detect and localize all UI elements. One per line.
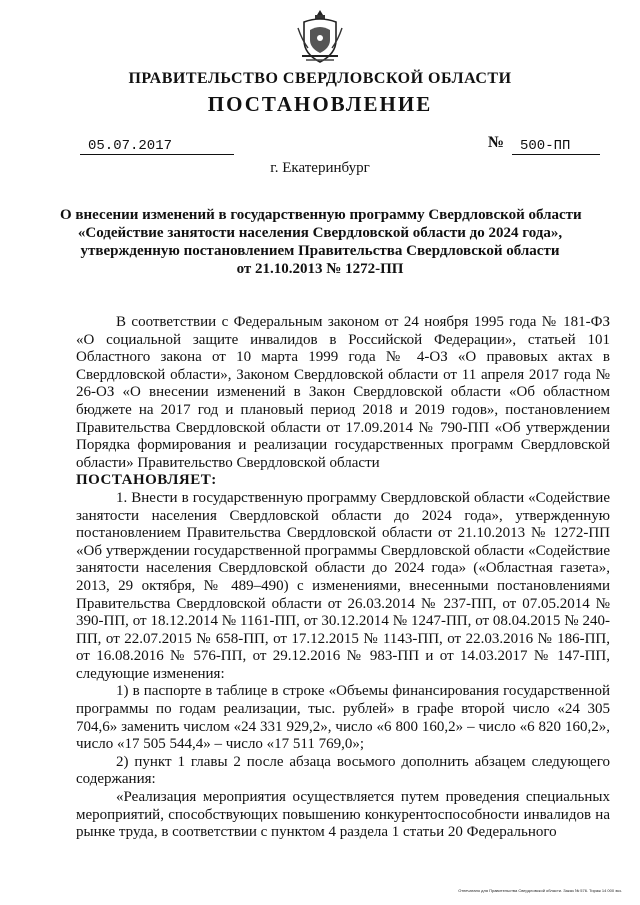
print-footer-note: Отпечатано для Правительства Свердловской области. Заказ № 576. Тираж 14 000 экз.: [458, 888, 622, 893]
coat-of-arms-emblem: [296, 8, 344, 68]
item-1-1-paragraph: 1) в паспорте в таблице в строке «Объемы финансирования государственной программы по годам реализации, тыс. рублей» в графе второй число «24 305 704,6» заменить числом «24 331 929,2», число «6 800 160,2» – число «6 820 160,2», число «17 505 544,4» – число «17 511 769,0»;: [76, 683, 610, 753]
document-number: 500-ПП: [512, 138, 600, 155]
document-type-title: ПОСТАНОВЛЕНИЕ: [207, 92, 433, 116]
document-city: г. Екатеринбург: [270, 160, 370, 176]
subject-line: «Содействие занятости населения Свердловской области до 2024 года»,: [77, 225, 563, 241]
subject-line: от 21.10.2013 № 1272-ПП: [236, 261, 404, 277]
subject-line: О внесении изменений в государственную программу Свердловской области: [60, 207, 582, 223]
item-1-paragraph: 1. Внести в государственную программу Свердловской области «Содействие занятости населения Свердловской области до 2024 года», утвержденную постановлением Правительства Свердловской области от 21.10.2013 № 1272-ПП «Об утверждении государственной программы Свердловской области «Содействие занятости населения Свердловской области до 2024 года» («Областная газета», 2013, 29 октября, № 489–490) с изменениями, внесенными постановлениями Правительства Свердловской области от 26.03.2014 № 237-ПП, от 07.05.2014 № 390-ПП, от 18.12.2014 № 1161-ПП, от 30.12.2014 № 1247-ПП, от 08.04.2015 № 240-ПП, от 22.07.2015 № 658-ПП, от 17.12.2015 № 1143-ПП, от 22.03.2016 № 186-ПП, от 16.08.2016 № 576-ПП, от 29.12.2016 № 983-ПП и от 14.03.2017 № 147-ПП, следующие изменения:: [76, 489, 610, 682]
document-subject: [60, 206, 580, 278]
document-date: 05.07.2017: [80, 138, 234, 155]
subject-line: утвержденную постановлением Правительства Свердловской области: [80, 243, 560, 259]
document-body: [76, 314, 610, 842]
number-sign: №: [488, 134, 505, 151]
item-1-2-paragraph: 2) пункт 1 главы 2 после абзаца восьмого дополнить абзацем следующего содержания:: [76, 753, 610, 788]
preamble-paragraph: В соответствии с Федеральным законом от 24 ноября 1995 года № 181-ФЗ «О социальной защите инвалидов в Российской Федерации», статьей 101 Областного закона от 10 марта 1999 года № 4-ОЗ «О правовых актах в Свердловской области», Законом Свердловской области от 11 апреля 2017 года № 26-ОЗ «О внесении изменений в Закон Свердловской области «Об областном бюджете на 2017 год и плановый период 2018 и 2019 годов», постановлением Правительства Свердловской области от 17.09.2014 № 790-ПП «Об утверждении Порядка формирования и реализации государственных программ Свердловской области» Правительство Свердловской области: [76, 314, 610, 471]
resolves-heading: ПОСТАНОВЛЯЕТ:: [76, 472, 217, 489]
organization-title: ПРАВИТЕЛЬСТВО СВЕРДЛОВСКОЙ ОБЛАСТИ: [128, 70, 512, 87]
quote-paragraph: «Реализация мероприятия осуществляется путем проведения специальных мероприятий, способствующих повышению конкурентоспособности инвалидов на рынке труда, в соответствии с пунктом 4 раздела 1 статьи 20 Федерального: [76, 789, 610, 841]
